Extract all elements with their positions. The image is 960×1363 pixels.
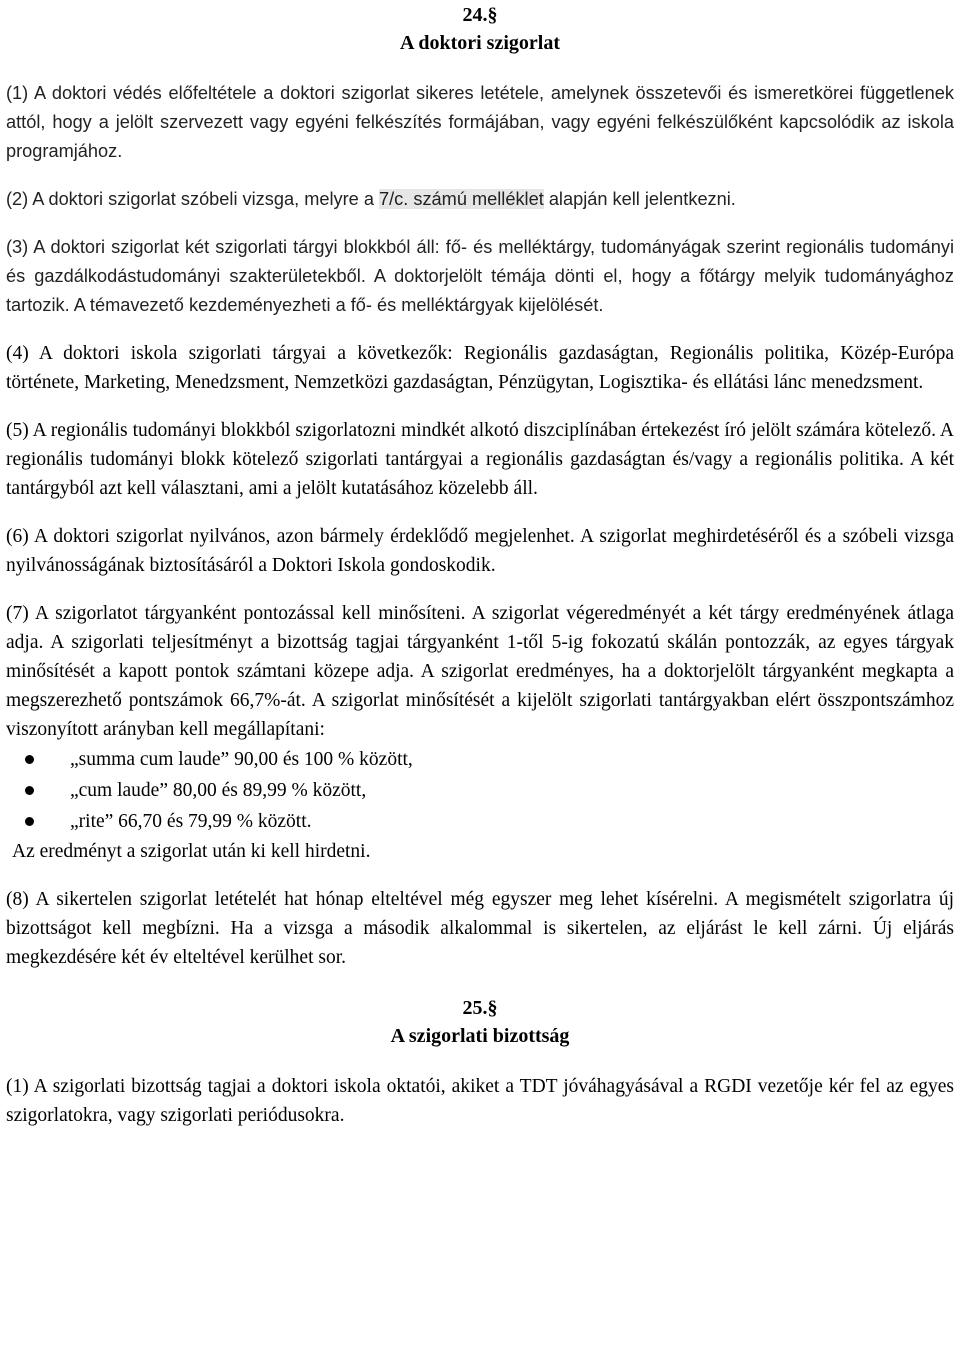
grade-list [6,744,954,837]
section-25-number: 25.§ [462,997,498,1019]
paragraph-3: (3) A doktori szigorlat két szigorlati tárgyi blokkból áll: fő- és melléktárgy, tudományágak szerint regionális tudományi és gazdálkodástudományi szakterületekből. A doktorjelölt témája dönti el, hogy a főtárgy melyik tudományághoz tartozik. A témavezető kezdeményezheti a fő- és melléktárgyak kijelölését. [6,237,954,315]
grade-summa-cum-laude: „summa cum laude” 90,00 és 100 % között, [70,749,413,770]
paragraph-2 [6,185,954,214]
section-24-number: 24.§ [462,4,498,26]
paragraph-5: (5) A regionális tudományi blokkból szigorlatozni mindkét alkotó diszciplínában értekezést író jelölt számára kötelező. A regionális tudományi blokk kötelező szigorlati tantárgyai a regionális gazdaságtan és/vagy a regionális politika. A két tantárgyból azt kell választani, ami a jelölt kutatásához közelebb áll. [6,420,954,499]
paragraph-6: (6) A doktori szigorlat nyilvános, azon bármely érdeklődő megjelenhet. A szigorlat meghirdetéséről és a szóbeli vizsga nyilvánosságának biztosításáról a Doktori Iskola gondoskodik. [6,526,954,576]
section-25-paragraph-1: (1) A szigorlati bizottság tagjai a doktori iskola oktatói, akiket a TDT jóváhagyásával a RGDI vezetője kér fel az egyes szigorlatokra, vagy szigorlati periódusokra. [6,1076,954,1126]
document-page [6,0,954,1130]
grade-list-item [6,744,954,775]
bullet-icon [25,786,34,795]
grade-list-item [6,806,954,837]
section-24-title: A doktori szigorlat [400,32,560,54]
bullet-icon [25,817,34,826]
annex-reference-highlight: 7/c. számú melléklet [379,189,544,209]
grade-list-item [6,775,954,806]
paragraph-1: (1) A doktori védés előfeltétele a doktori szigorlat sikeres letétele, amelynek összetevői és ismeretkörei függetlenek attól, hogy a jelölt szervezett vagy egyéni felkészítés formájában, vagy egyéni felkészülőként kapcsolódik az iskola programjához. [6,83,954,161]
paragraph-2-text-end: alapján kell jelentkezni. [543,189,736,209]
paragraph-7: (7) A szigorlatot tárgyanként pontozással kell minősíteni. A szigorlat végeredményét a két tárgy eredményének átlaga adja. A szigorlati teljesítményt a bizottság tagjai tárgyanként 1-től 5-ig fokozatú skálán pontozzák, az egyes tárgyak minősítését a kapott pontok számtani közepe adja. A szigorlat eredményes, ha a doktorjelölt tárgyanként megkapta a megszerezhető pontszámok 66,7%-át. A szigorlat minősítését a kijelölt szigorlati tantárgyakban elért összpontszámhoz viszonyított arányban kell megállapítani: [6,603,954,740]
bullet-icon [25,755,34,764]
paragraph-4: (4) A doktori iskola szigorlati tárgyai a következők: Regionális gazdaságtan, Regionális politika, Közép-Európa története, Marketing, Menedzsment, Nemzetközi gazdaságtan, Pénzügytan, Logisztika- és ellátási lánc menedzsment. [6,343,954,393]
grade-cum-laude: „cum laude” 80,00 és 89,99 % között, [70,780,367,801]
result-announcement: Az eredményt a szigorlat után ki kell hirdetni. [12,841,371,862]
section-25-title: A szigorlati bizottság [390,1025,570,1047]
paragraph-8: (8) A sikertelen szigorlat letételét hat hónap elteltével még egyszer meg lehet kísérelni. A megismételt szigorlatra új bizottságot kell megbízni. Ha a vizsga a második alkalommal is sikertelen, az eljárást le kell zárni. Új eljárás megkezdésére két év elteltével kerülhet sor. [6,889,954,968]
paragraph-2-text-start: (2) A doktori szigorlat szóbeli vizsga, melyre a [6,189,379,209]
grade-rite: „rite” 66,70 és 79,99 % között. [70,811,312,832]
